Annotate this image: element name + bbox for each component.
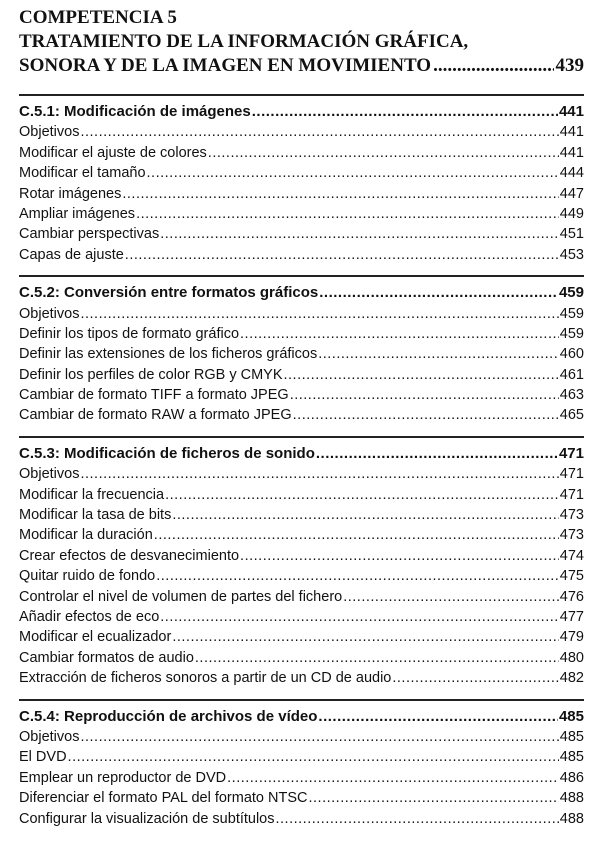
entry-page-number: 447 [559,185,584,202]
toc-entry [19,505,584,525]
toc-entry [19,525,584,545]
entry-page-number: 451 [559,226,584,243]
section-heading-row [19,102,584,122]
toc-entry [19,324,584,344]
toc-entry [19,607,584,627]
dot-leader [165,485,559,505]
dot-leader [290,385,559,405]
toc-entry [19,788,584,808]
toc-entry [19,184,584,204]
entry-label: Definir las extensiones de los ficheros gráficos [19,346,318,363]
toc-entry [19,587,584,607]
dot-leader [147,163,559,183]
section-heading-row [19,283,584,303]
entry-page-number: 459 [559,305,584,322]
entry-page-number: 453 [559,246,584,263]
toc-entry [19,365,584,385]
entry-label: Configurar la visualización de subtítulos [19,810,275,827]
entry-label: Cambiar perspectivas [19,226,160,243]
section-divider [19,436,584,438]
entry-label: Cambiar formatos de audio [19,649,194,666]
entry-page-number: 461 [559,366,584,383]
toc-entry [19,566,584,586]
entry-page-number: 441 [559,144,584,161]
entry-label: Emplear un reproductor de DVD [19,769,227,786]
toc-entry [19,809,584,829]
toc-entry [19,224,584,244]
entry-label: Objetivos [19,124,80,141]
entry-page-number: 465 [559,407,584,424]
dot-leader [80,727,558,747]
toc-entry [19,385,584,405]
section-heading: C.5.2: Conversión entre formatos gráficos [19,284,319,302]
entry-page-number: 473 [559,527,584,544]
dot-leader [293,405,559,425]
entry-label: Ampliar imágenes [19,205,136,222]
dot-leader [276,809,559,829]
section-heading: C.5.3: Modificación de ficheros de sonido [19,444,315,462]
dot-leader [343,587,559,607]
entry-label: Objetivos [19,466,80,483]
dot-leader [136,204,559,224]
dot-leader [227,768,559,788]
entry-label: Extracción de ficheros sonoros a partir de un CD de audio [19,670,392,687]
competencia-title-line2: SONORA Y DE LA IMAGEN EN MOVIMIENTO [19,55,432,76]
toc-entry [19,648,584,668]
entry-label: Modificar la frecuencia [19,486,165,503]
section-heading-row [19,444,584,464]
entry-page-number: 479 [559,629,584,646]
dot-leader [154,525,559,545]
entry-page-number: 482 [559,670,584,687]
entry-label: Controlar el nivel de volumen de partes del fichero [19,588,343,605]
toc-entry [19,546,584,566]
competencia-title-line1: TRATAMIENTO DE LA INFORMACIÓN GRÁFICA, [19,31,469,52]
entry-label: Modificar el ajuste de colores [19,144,207,161]
toc-section [19,94,584,265]
section-heading: C.5.1: Modificación de imágenes [19,103,251,120]
dot-leader [80,464,558,484]
dot-leader [252,102,558,122]
toc-entry [19,122,584,142]
toc-entry [19,304,584,324]
entry-page-number: 463 [559,387,584,404]
entry-page-number: 474 [559,547,584,564]
entry-page-number: 485 [559,749,584,766]
entry-page-number: 480 [559,649,584,666]
section-heading: C.5.4: Reproducción de archivos de vídeo [19,707,318,725]
dot-leader [318,707,558,727]
entry-page-number: 477 [559,608,584,625]
entry-label: Quitar ruido de fondo [19,568,156,585]
entry-label: Objetivos [19,305,80,322]
toc-entry [19,485,584,505]
entry-page-number: 486 [559,769,584,786]
toc-section [19,275,584,426]
entry-label: Definir los perfiles de color RGB y CMYK [19,366,283,383]
competencia-header [19,6,584,78]
entry-page-number: 449 [559,205,584,222]
entry-label: Modificar la tasa de bits [19,507,172,524]
toc-section [19,436,584,689]
entry-page-number: 441 [559,124,584,141]
dot-leader [160,224,559,244]
entry-label: Definir los tipos de formato gráfico [19,325,240,342]
dot-leader [284,365,559,385]
dot-leader [316,444,558,464]
entry-label: Diferenciar el formato PAL del formato NTSC [19,790,308,807]
dot-leader [240,324,559,344]
toc-entry [19,204,584,224]
entry-label: Crear efectos de desvanecimiento [19,547,240,564]
toc-entry [19,727,584,747]
toc-entry [19,768,584,788]
dot-leader [319,283,558,303]
dot-leader [160,607,559,627]
toc-entry [19,163,584,183]
dot-leader [309,788,559,808]
entry-page-number: 476 [559,588,584,605]
toc-entry [19,747,584,767]
entry-page-number: 444 [559,165,584,182]
section-page-number: 485 [558,707,584,725]
entry-page-number: 485 [559,728,584,745]
entry-label: Modificar el tamaño [19,165,146,182]
toc-entry [19,143,584,163]
entry-page-number: 473 [559,507,584,524]
dot-leader [172,505,558,525]
toc-section [19,699,584,829]
toc-entry [19,627,584,647]
toc-entry [19,668,584,688]
entry-label: Añadir efectos de eco [19,608,160,625]
dot-leader [68,747,559,767]
entry-page-number: 459 [559,325,584,342]
dot-leader [80,122,558,142]
dot-leader [156,566,559,586]
competencia-label: COMPETENCIA 5 [19,7,177,28]
toc-entry [19,464,584,484]
dot-leader [125,245,559,265]
entry-page-number: 460 [559,346,584,363]
dot-leader [80,304,558,324]
entry-page-number: 471 [559,466,584,483]
dot-leader [318,344,559,364]
dot-leader [195,648,559,668]
section-divider [19,699,584,701]
dot-leader [240,546,559,566]
entry-label: Modificar la duración [19,527,153,544]
dot-leader [208,143,559,163]
entry-label: Modificar el ecualizador [19,629,172,646]
entry-label: El DVD [19,749,67,766]
section-page-number: 459 [558,284,584,302]
section-page-number: 441 [558,103,584,120]
entry-page-number: 471 [559,486,584,503]
entry-label: Cambiar de formato TIFF a formato JPEG [19,387,289,404]
sections-container [19,94,584,829]
section-divider [19,94,584,96]
entry-label: Capas de ajuste [19,246,124,263]
dot-leader [392,668,558,688]
competencia-title-line2-row [19,54,584,78]
dot-leader [172,627,558,647]
entry-label: Rotar imágenes [19,185,122,202]
dot-leader [433,54,553,78]
section-divider [19,275,584,277]
competencia-page: 439 [555,55,584,76]
section-heading-row [19,707,584,727]
entry-page-number: 488 [559,810,584,827]
entry-page-number: 475 [559,568,584,585]
toc-entry [19,344,584,364]
dot-leader [122,184,558,204]
section-page-number: 471 [558,444,584,462]
entry-label: Objetivos [19,728,80,745]
entry-page-number: 488 [559,790,584,807]
entry-label: Cambiar de formato RAW a formato JPEG [19,407,292,424]
toc-entry [19,245,584,265]
table-of-contents [19,6,584,829]
toc-entry [19,405,584,425]
